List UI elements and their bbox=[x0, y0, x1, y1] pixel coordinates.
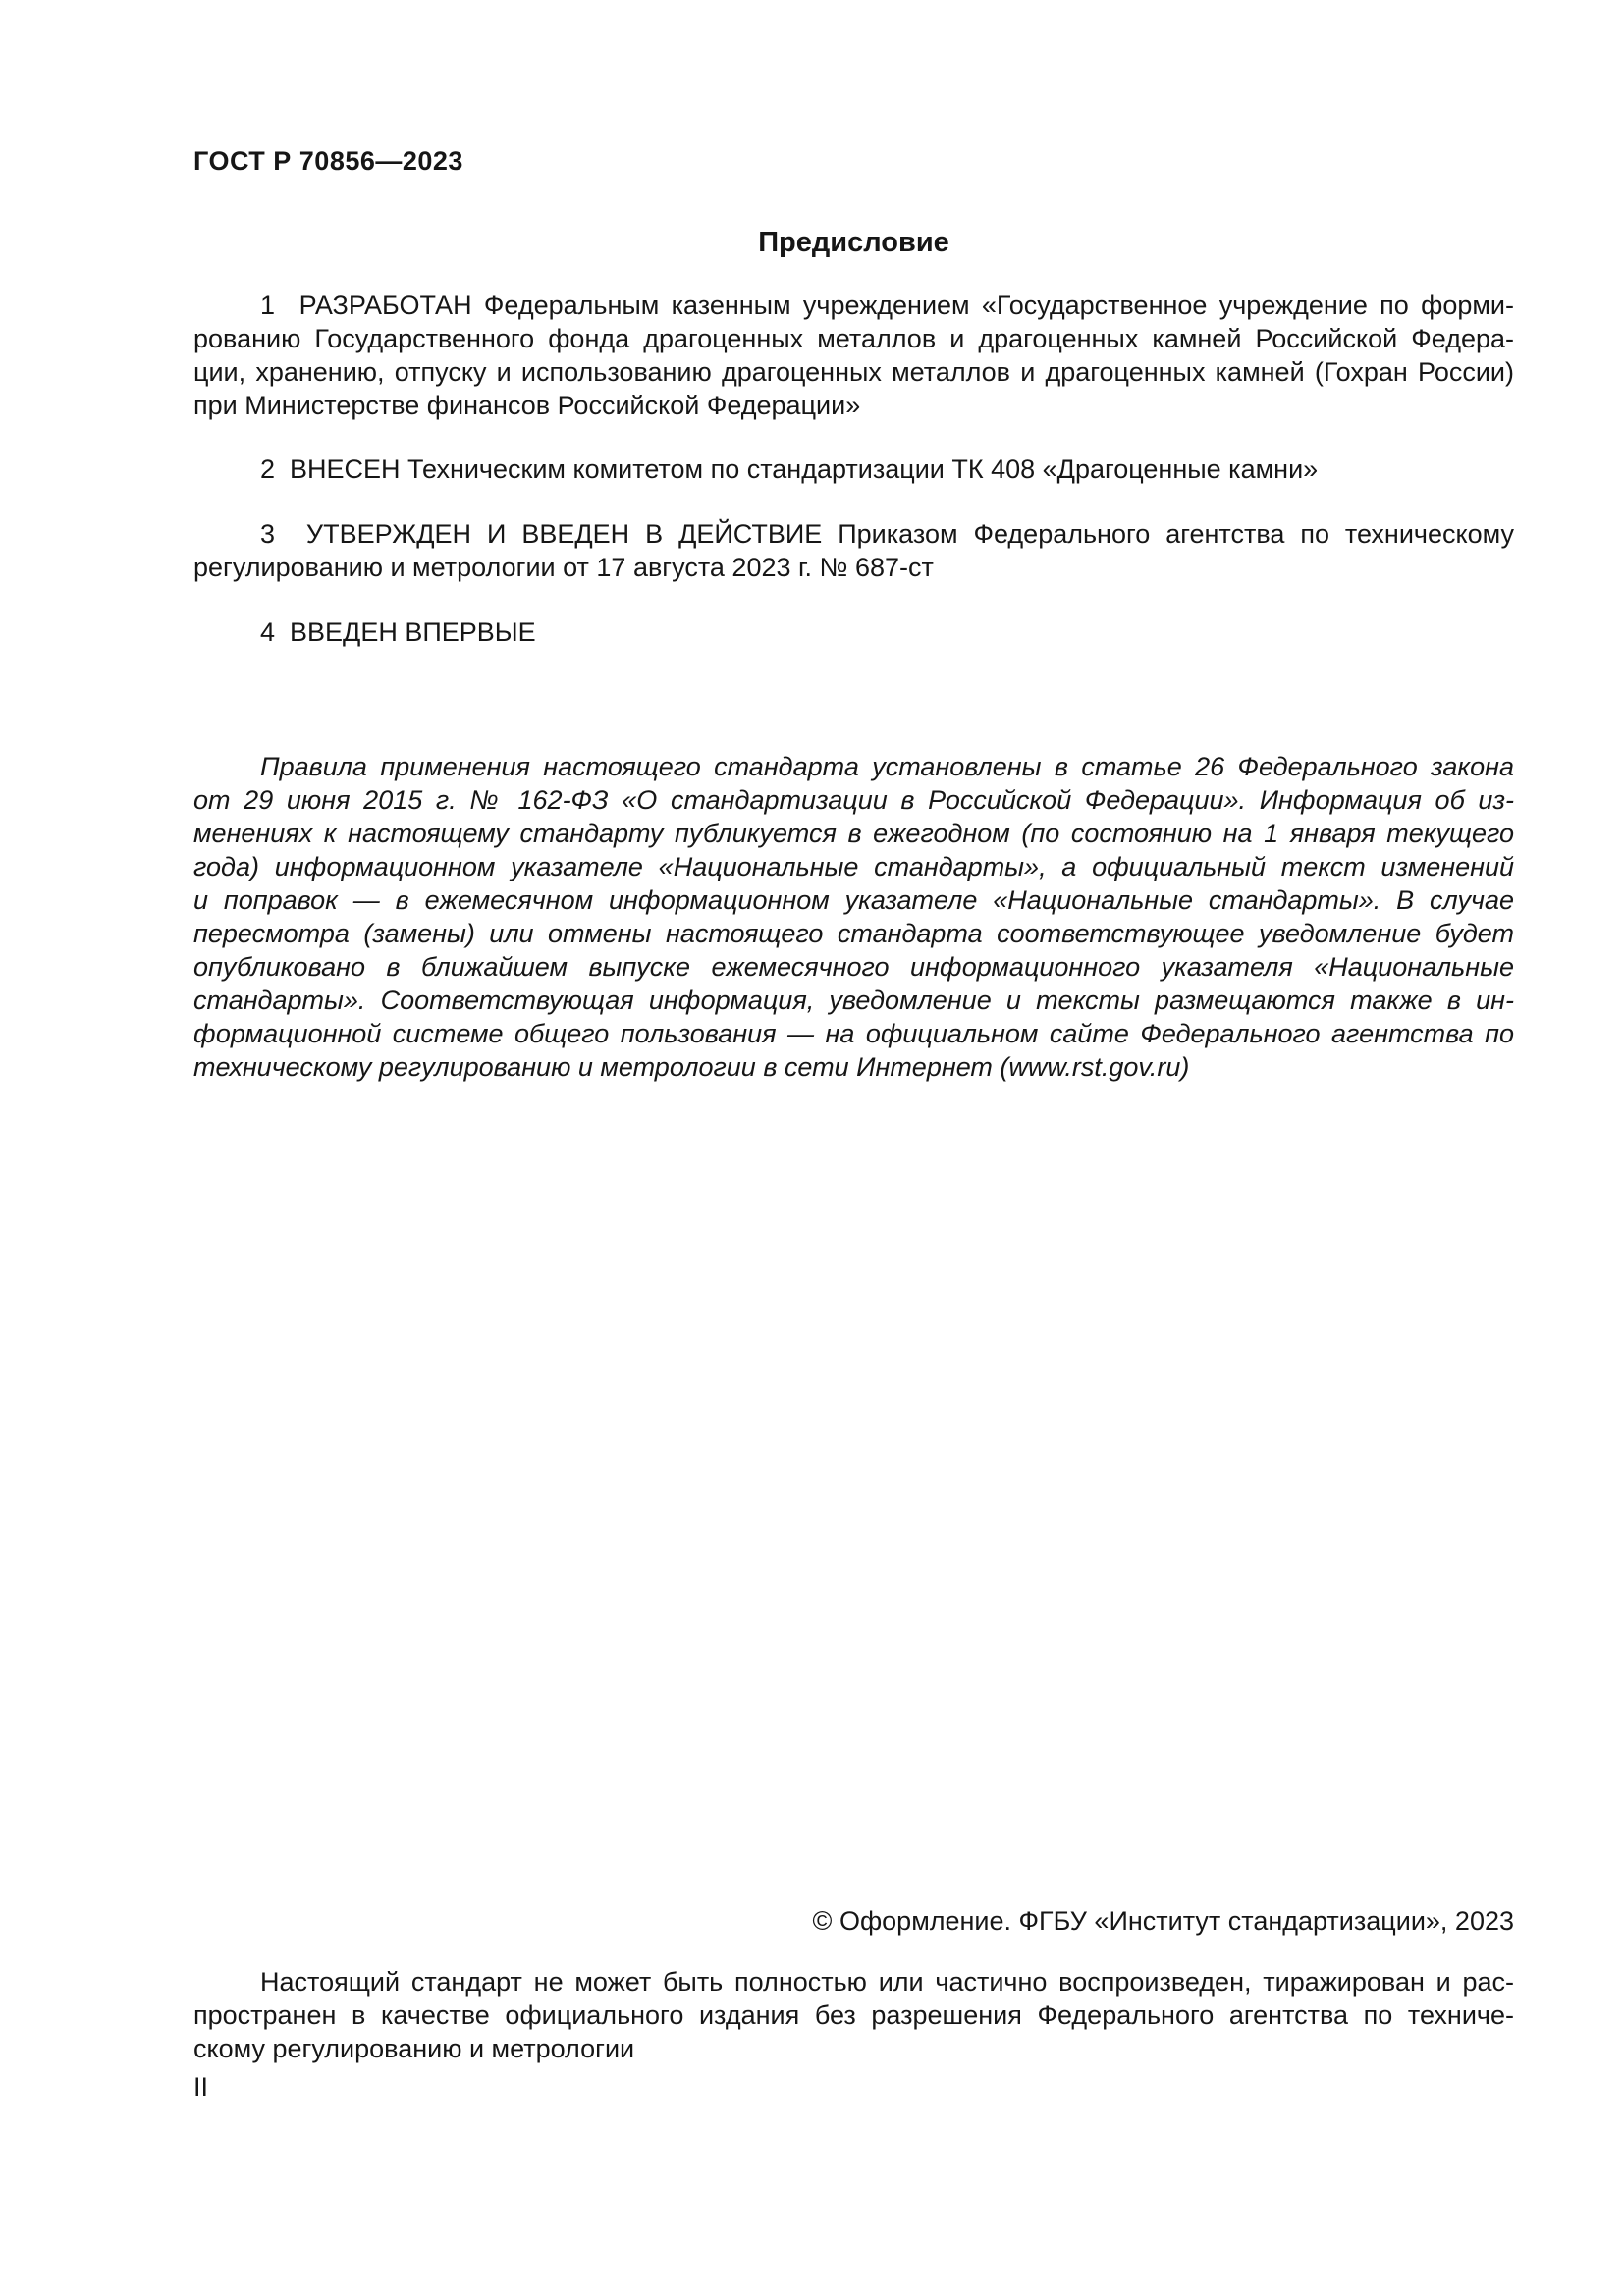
clause-1-developed bbox=[193, 289, 1514, 422]
clause-2-submitted bbox=[193, 453, 1514, 486]
text-line: рованию Государственного фонда драгоценных металлов и драгоценных камней Российской Федера- bbox=[193, 324, 1514, 353]
text-line: Правила применения настоящего стандарта установлены в статье 26 Федерального закона bbox=[260, 752, 1514, 781]
text-line: пересмотра (замены) или отмены настоящего стандарта соответствующее уведомление будет bbox=[193, 919, 1514, 948]
text-line: 1 РАЗРАБОТАН Федеральным казенным учреждением «Государственное учреждение по форми- bbox=[260, 291, 1514, 320]
text-line: 2 ВНЕСЕН Техническим комитетом по стандартизации ТК 408 «Драгоценные камни» bbox=[260, 454, 1319, 484]
text-line: ции, хранению, отпуску и использованию драгоценных металлов и драгоценных камней (Гохран России) bbox=[193, 357, 1514, 387]
clause-4-introduced bbox=[193, 615, 1514, 649]
text-line: года) информационном указателе «Национальные стандарты», а официальный текст изменений bbox=[193, 852, 1514, 881]
text-line: Настоящий стандарт не может быть полностью или частично воспроизведен, тиражирован и рас- bbox=[260, 1967, 1514, 1997]
text-line: 4 ВВЕДЕН ВПЕРВЫЕ bbox=[260, 617, 536, 647]
text-line: при Министерстве финансов Российской Федерации» bbox=[193, 391, 861, 420]
text-line: от 29 июня 2015 г. № 162-ФЗ «О стандартизации в Российской Федерации». Информация об из- bbox=[193, 785, 1514, 815]
text-line: 3 УТВЕРЖДЕН И ВВЕДЕН В ДЕЙСТВИЕ Приказом Федерального агентства по техническому bbox=[260, 519, 1514, 549]
text-line: скому регулированию и метрологии bbox=[193, 2034, 635, 2063]
text-line: пространен в качестве официального издания без разрешения Федерального агентства по техниче- bbox=[193, 2001, 1514, 2030]
text-line: формационной системе общего пользования — на официальном сайте Федерального агентства по bbox=[193, 1019, 1514, 1048]
text-line: регулированию и метрологии от 17 августа 2023 г. № 687-ст bbox=[193, 553, 934, 582]
standard-code-header: ГОСТ Р 70856—2023 bbox=[193, 146, 463, 176]
clause-3-approved bbox=[193, 517, 1514, 584]
page-number: II bbox=[193, 2072, 209, 2102]
application-rules-note bbox=[193, 750, 1514, 1084]
text-line: и поправок — в ежемесячном информационном указателе «Национальные стандарты». В случае bbox=[193, 885, 1514, 915]
text-line: стандарты». Соответствующая информация, уведомление и тексты размещаются также в ин- bbox=[193, 986, 1514, 1015]
copyright-notice: © Оформление. ФГБУ «Институт стандартизации», 2023 bbox=[812, 1906, 1514, 1936]
text-line: техническому регулированию и метрологии в сети Интернет (www.rst.gov.ru) bbox=[193, 1052, 1190, 1082]
text-line: опубликовано в ближайшем выпуске ежемесячного информационного указателя «Национальные bbox=[193, 952, 1514, 982]
section-title: Предисловие bbox=[758, 227, 949, 258]
text-line: менениях к настоящему стандарту публикуется в ежегодном (по состоянию на 1 января текущего bbox=[193, 819, 1514, 848]
reproduction-restriction-note bbox=[193, 1965, 1514, 2065]
